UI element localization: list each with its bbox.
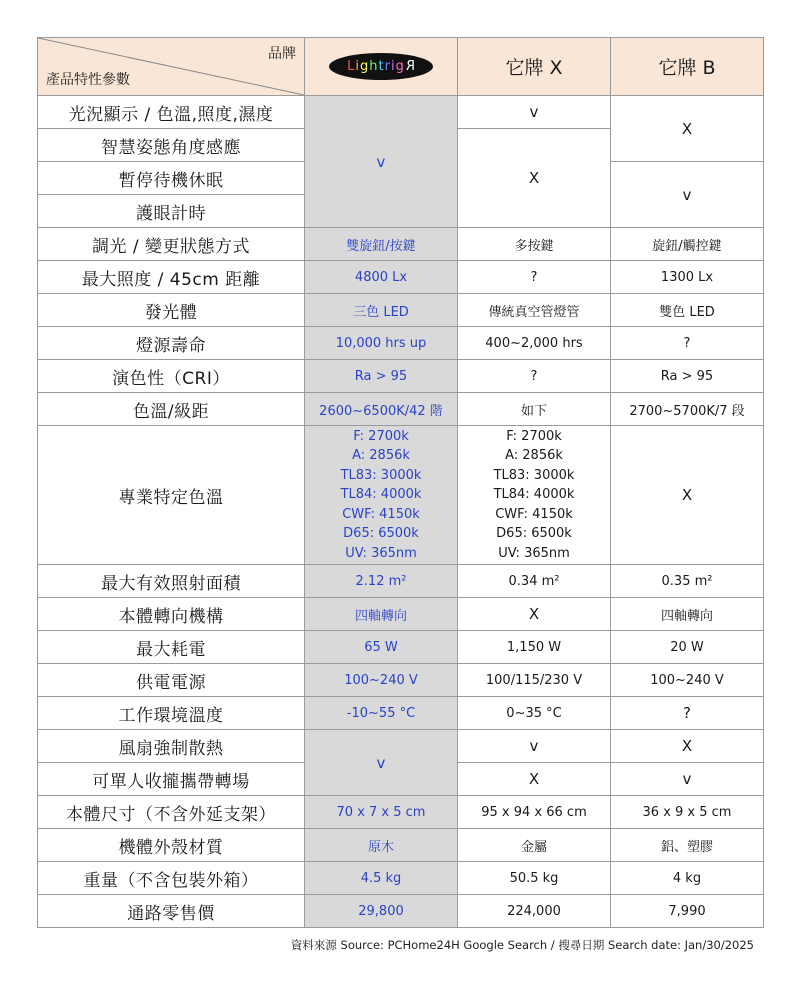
lighttrigr-value: 70 x 7 x 5 cm xyxy=(305,796,458,829)
brand-b-value: 四軸轉向 xyxy=(611,598,764,631)
brand-x-value: 多按鍵 xyxy=(458,228,611,261)
brand-x-header: 它牌 X xyxy=(458,38,611,96)
brand-b-value: 鋁、塑膠 xyxy=(611,829,764,862)
color-temp-item: TL84: 4000k xyxy=(493,487,575,503)
feature-label: 專業特定色溫 xyxy=(38,426,305,565)
lighttrigr-value: 10,000 hrs up xyxy=(305,327,458,360)
brand-b-value: v xyxy=(611,162,764,228)
table-row xyxy=(38,228,764,261)
lighttrigr-check: v xyxy=(305,96,458,228)
lighttrigr-value: 4.5 kg xyxy=(305,862,458,895)
brand-x-value: ? xyxy=(458,261,611,294)
color-temp-item: F: 2700k xyxy=(353,428,409,444)
brand-b-value: 36 x 9 x 5 cm xyxy=(611,796,764,829)
brand-label: 品牌 xyxy=(268,46,296,62)
brand-x-value: v xyxy=(458,730,611,763)
table-row xyxy=(38,895,764,928)
color-temp-item: UV: 365nm xyxy=(345,545,417,561)
source-footnote: 資料來源 Source: PCHome24H Google Search / 搜尋日期 Search date: Jan/30/2025 xyxy=(290,938,754,952)
comparison-table xyxy=(37,37,764,928)
feature-label: 燈源壽命 xyxy=(38,327,305,360)
logo-letter: i xyxy=(390,59,396,74)
feature-label: 供電電源 xyxy=(38,664,305,697)
feature-label: 重量（不含包裝外箱） xyxy=(38,862,305,895)
brand-b-value: 0.35 m² xyxy=(611,565,764,598)
logo-letter: g xyxy=(395,59,405,74)
lighttrigr-value: -10~55 °C xyxy=(305,697,458,730)
feature-label: 可單人收攏攜帶轉場 xyxy=(38,763,305,796)
logo-letter: h xyxy=(369,59,379,74)
color-temp-item: TL84: 4000k xyxy=(340,487,422,503)
color-temp-item: UV: 365nm xyxy=(498,545,570,561)
feature-label: 最大耗電 xyxy=(38,631,305,664)
brand-x-value: 1,150 W xyxy=(458,631,611,664)
lighttrigr-value: 100~240 V xyxy=(305,664,458,697)
table-row xyxy=(38,393,764,426)
feature-label: 機體外殼材質 xyxy=(38,829,305,862)
logo-letter: R xyxy=(404,59,415,74)
lighttrigr-value: 2600~6500K/42 階 xyxy=(305,393,458,426)
lighttrigr-value: 原木 xyxy=(305,829,458,862)
lighttrigr-header xyxy=(305,38,458,96)
brand-x-value: 400~2,000 hrs xyxy=(458,327,611,360)
table-row xyxy=(38,327,764,360)
brand-x-value: X xyxy=(458,763,611,796)
color-temp-item: F: 2700k xyxy=(506,428,562,444)
feature-label: 護眼計時 xyxy=(38,195,305,228)
table-row xyxy=(38,730,764,763)
lighttrigr-value: 65 W xyxy=(305,631,458,664)
feature-label: 風扇強制散熱 xyxy=(38,730,305,763)
brand-x-value: ? xyxy=(458,360,611,393)
brand-b-value: Ra > 95 xyxy=(611,360,764,393)
color-temp-item: TL83: 3000k xyxy=(493,467,575,483)
feature-label: 本體尺寸（不含外延支架） xyxy=(38,796,305,829)
feature-label: 最大照度 / 45cm 距離 xyxy=(38,261,305,294)
feature-label: 工作環境溫度 xyxy=(38,697,305,730)
brand-x-value: 傳統真空管燈管 xyxy=(458,294,611,327)
logo-letter: t xyxy=(378,59,385,74)
brand-b-value: ? xyxy=(611,697,764,730)
feature-label: 演色性（CRI） xyxy=(38,360,305,393)
lighttrigr-color-temps xyxy=(305,426,458,565)
table-row xyxy=(38,426,764,565)
brand-b-value: X xyxy=(611,730,764,763)
table-row xyxy=(38,96,764,129)
feature-label: 暫停待機休眠 xyxy=(38,162,305,195)
color-temp-item: D65: 6500k xyxy=(496,526,572,542)
brand-x-value: 95 x 94 x 66 cm xyxy=(458,796,611,829)
color-temp-item: CWF: 4150k xyxy=(342,506,420,522)
lighttrigr-check: v xyxy=(305,730,458,796)
logo-letter: r xyxy=(384,59,391,74)
table-row xyxy=(38,294,764,327)
brand-b-value: 20 W xyxy=(611,631,764,664)
brand-b-value: 100~240 V xyxy=(611,664,764,697)
lighttrigr-value: 2.12 m² xyxy=(305,565,458,598)
feature-label: 光況顯示 / 色溫,照度,濕度 xyxy=(38,96,305,129)
attribute-label: 產品特性參數 xyxy=(46,72,130,88)
brand-x-value: 金屬 xyxy=(458,829,611,862)
brand-b-value: 7,990 xyxy=(611,895,764,928)
brand-b-value: 旋鈕/觸控鍵 xyxy=(611,228,764,261)
lighttrigr-value: 29,800 xyxy=(305,895,458,928)
table-row xyxy=(38,829,764,862)
color-temp-item: TL83: 3000k xyxy=(340,467,422,483)
logo-letter: L xyxy=(347,59,356,74)
lighttrigr-value: 四軸轉向 xyxy=(305,598,458,631)
brand-x-value: v xyxy=(458,96,611,129)
brand-x-value: 如下 xyxy=(458,393,611,426)
feature-label: 智慧姿態角度感應 xyxy=(38,129,305,162)
brand-b-header: 它牌 B xyxy=(611,38,764,96)
header-corner-cell xyxy=(38,38,305,96)
brand-b-value: 1300 Lx xyxy=(611,261,764,294)
brand-b-value: 4 kg xyxy=(611,862,764,895)
color-temp-item: D65: 6500k xyxy=(343,526,419,542)
table-row xyxy=(38,261,764,294)
brand-x-value: 100/115/230 V xyxy=(458,664,611,697)
feature-label: 色溫/級距 xyxy=(38,393,305,426)
brand-b-value: X xyxy=(611,426,764,565)
brand-x-value: 224,000 xyxy=(458,895,611,928)
brand-x-value: X xyxy=(458,129,611,228)
feature-label: 調光 / 變更狀態方式 xyxy=(38,228,305,261)
lighttrigr-value: 4800 Lx xyxy=(305,261,458,294)
table-row xyxy=(38,862,764,895)
brand-b-value: 雙色 LED xyxy=(611,294,764,327)
brand-x-value: X xyxy=(458,598,611,631)
brand-x-value: 0~35 °C xyxy=(458,697,611,730)
lighttrigr-value: 三色 LED xyxy=(305,294,458,327)
table-row xyxy=(38,360,764,393)
brand-b-value: X xyxy=(611,96,764,162)
table-row xyxy=(38,565,764,598)
lighttrigr-value: Ra > 95 xyxy=(305,360,458,393)
brand-x-value: 50.5 kg xyxy=(458,862,611,895)
brand-b-value: v xyxy=(611,763,764,796)
feature-label: 發光體 xyxy=(38,294,305,327)
logo-letter: i xyxy=(355,59,360,74)
lighttrigr-logo xyxy=(329,53,433,80)
color-temp-item: CWF: 4150k xyxy=(495,506,573,522)
brand-b-value: 2700~5700K/7 段 xyxy=(611,393,764,426)
table-row xyxy=(38,598,764,631)
feature-label: 最大有效照射面積 xyxy=(38,565,305,598)
table-row xyxy=(38,697,764,730)
color-temp-item: A: 2856k xyxy=(352,448,410,464)
table-row xyxy=(38,631,764,664)
feature-label: 本體轉向機構 xyxy=(38,598,305,631)
feature-label: 通路零售價 xyxy=(38,895,305,928)
brand-b-value: ? xyxy=(611,327,764,360)
brand-x-color-temps xyxy=(458,426,611,565)
table-row xyxy=(38,796,764,829)
lighttrigr-value: 雙旋鈕/按鍵 xyxy=(305,228,458,261)
logo-letter: g xyxy=(359,59,370,74)
color-temp-item: A: 2856k xyxy=(505,448,563,464)
brand-x-value: 0.34 m² xyxy=(458,565,611,598)
table-row xyxy=(38,664,764,697)
